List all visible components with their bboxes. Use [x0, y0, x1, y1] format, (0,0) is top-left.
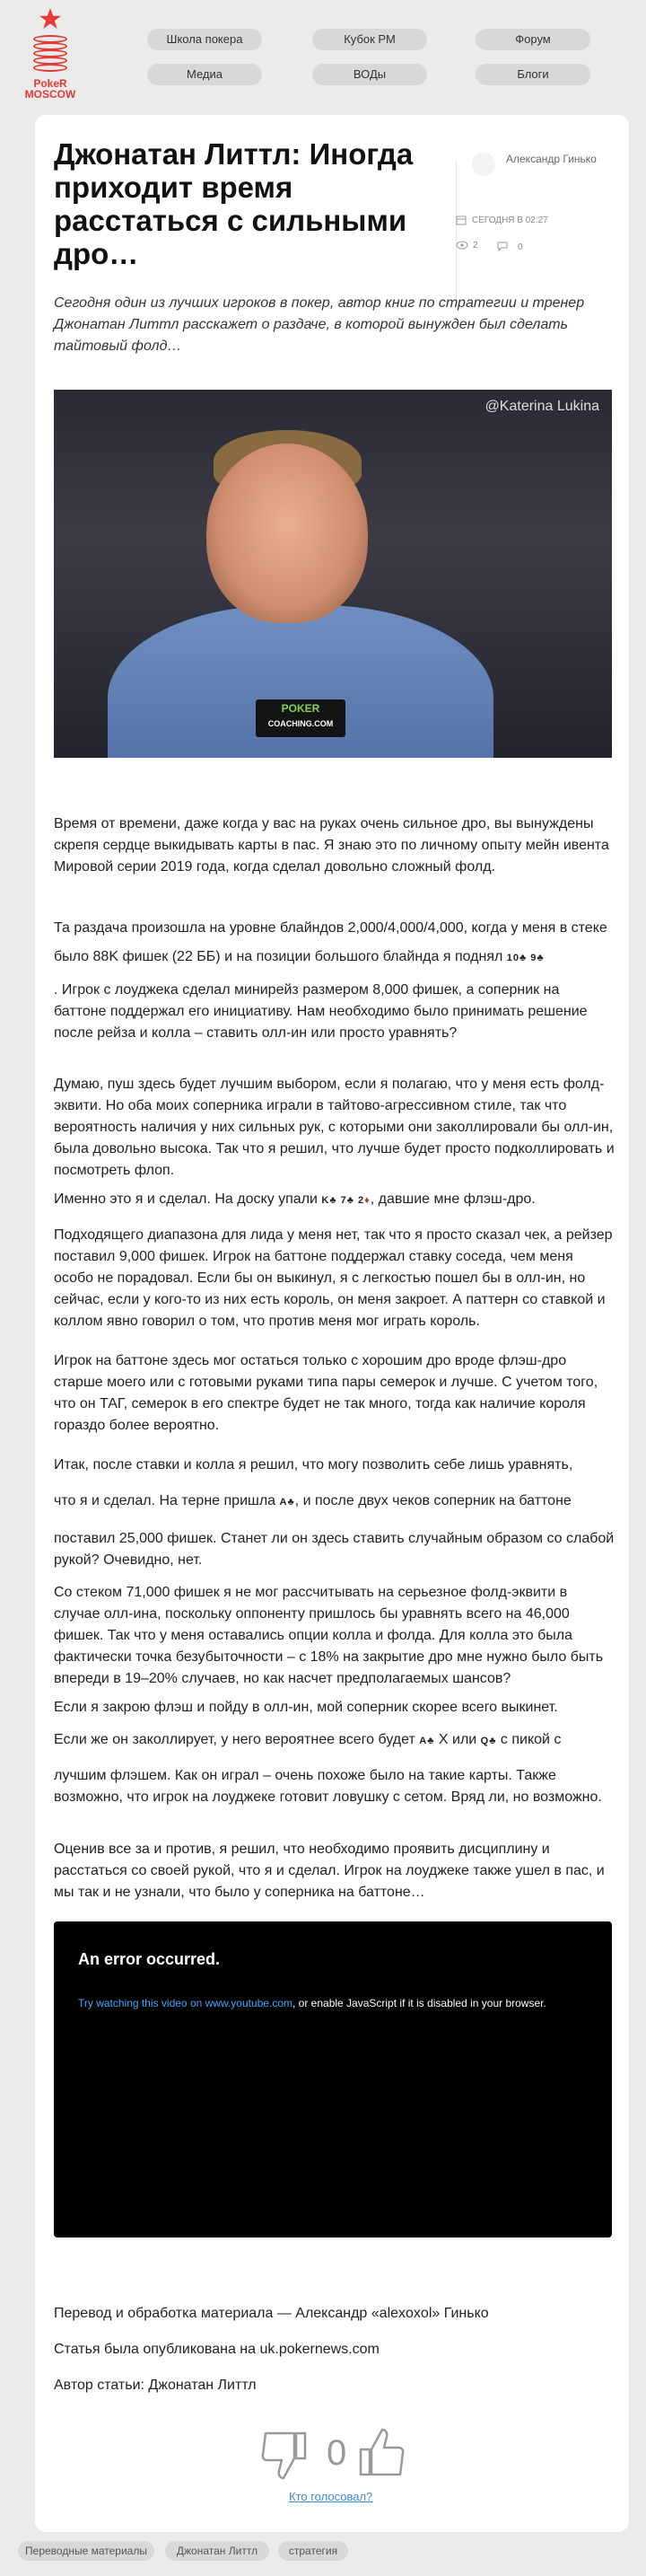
- flop-cards: K♣ 7♣ 2: [321, 1195, 365, 1206]
- comment-icon: [497, 242, 508, 251]
- paragraph-4-text-b: , давшие мне флэш-дро.: [370, 1191, 536, 1207]
- tag-translations[interactable]: Переводные материалы: [18, 2541, 154, 2561]
- article-photo: [54, 390, 612, 758]
- flop-diamond: ♦: [364, 1195, 371, 1206]
- hand-cards: 10♣ 9♣: [506, 953, 545, 963]
- photo-badge-line2: COACHING.COM: [267, 719, 334, 728]
- vote-widget: [260, 2424, 413, 2496]
- comments-count[interactable]: 0: [518, 242, 523, 252]
- author-name[interactable]: Александр Гинько: [506, 153, 597, 165]
- meta-divider: [456, 160, 457, 303]
- paragraph-1: Время от времени, даже когда у вас на руках очень сильное дро, вы вынуждены скрепя сердце выкидывать карты в пас. Я знаю это по личному опыту мейн ивента Мировой серии 2019 года, когда сделал довольно сложный фолд.: [54, 816, 609, 875]
- thumbs-down-icon[interactable]: [260, 2430, 309, 2484]
- paragraph-12-text-a: Если же он заколлирует, у него вероятнее всего будет: [54, 1732, 415, 1747]
- star-icon: [39, 7, 62, 31]
- paragraph-8: [54, 1490, 615, 1513]
- translation-credit: Перевод и обработка материала — Александр «alexoxol» Гинько: [54, 2306, 489, 2321]
- author-credit: Автор статьи: Джонатан Литтл: [54, 2378, 257, 2393]
- nav-media[interactable]: Медиа: [147, 64, 262, 85]
- nav-vods[interactable]: ВОДы: [312, 64, 427, 85]
- author-avatar[interactable]: [472, 153, 495, 176]
- paragraph-11: Если я закрою флэш и пойду в олл-ин, мой соперник скорее всего выкинет.: [54, 1700, 558, 1715]
- article-card: [35, 115, 629, 2532]
- views-count: 2: [473, 241, 478, 251]
- nav-cup[interactable]: Кубок РМ: [312, 29, 427, 50]
- tag-strategy[interactable]: стратегия: [278, 2541, 348, 2561]
- video-embed[interactable]: [54, 1921, 612, 2238]
- youtube-link[interactable]: Try watching this video on www.youtube.com: [78, 1997, 292, 2009]
- eye-icon: [456, 241, 468, 250]
- paragraph-4-text-a: Именно это я и сделал. На доску упали: [54, 1191, 318, 1207]
- logo-text-moscow: MOSCOW: [24, 88, 76, 101]
- paragraph-10: Со стеком 71,000 фишек я не мог рассчитывать на серьезное фолд-эквити в случае олл-ина, поскольку оппоненту пришлось бы уравнять всего на 46,000 фишек. Так что у меня оставались опции колла и фолда. Для колла это была фактически точка безубыточности – с 18% на закрытие дро мне нужно было быть впереди в 19–20% случаев, но как насчет предполагаемых шансов?: [54, 1585, 604, 1686]
- paragraph-14: Оценив все за и против, я решил, что необходимо проявить дисциплину и расстаться со своей рукой, что я и сделал. Игрок на лоуджеке также ушел в пас, и мы так и не узнали, что было у соперника на баттоне…: [54, 1842, 605, 1900]
- paragraph-8-text-a: что я и сделал. На терне пришла: [54, 1493, 276, 1508]
- paragraph-2b: . Игрок с лоуджека сделал минирейз размером 8,000 фишек, а соперник на баттоне поддержал его инициативу. Нам необходимо было принимать решение после рейза и колла – ставить олл-ин или просто уравнять?: [54, 982, 588, 1041]
- paragraph-8-text-b: , и после двух чеков соперник на баттоне: [294, 1493, 572, 1508]
- photo-badge-line1: POKER: [281, 702, 320, 715]
- photo-credit: @Katerina Lukina: [484, 399, 599, 414]
- video-error-title: An error occurred.: [78, 1950, 221, 1968]
- paragraph-5: Подходящего диапазона для лида у меня нет, так что я просто сказал чек, а рейзер поставил 9,000 фишек. Игрок на баттоне поддержал ставку соседа, чем меня особо не порадовал. Если бы он выкинул, я с легкостью пошел бы в олл-ин, но сейчас, если у кого-то из них есть король, он меня закроет. А паттерн со ставкой и коллом явно говорил о том, что против меня мог играть король.: [54, 1227, 613, 1329]
- paragraph-3: Думаю, пуш здесь будет лучшим выбором, если я полагаю, что у меня есть фолд-эквити. Но оба моих соперника играли в тайтово-агрессивном стиле, так что вероятность наличия у них сильных рук, с которыми они заколлировали бы олл-ин, была довольно высока. Так что я решил, что лучше будет просто подколлировать и посмотреть флоп.: [54, 1077, 615, 1178]
- video-hint-rest: , or enable JavaScript if it is disabled in your browser.: [292, 1997, 546, 2009]
- card-ax: A♣: [419, 1736, 435, 1746]
- nav-blogs[interactable]: Блоги: [476, 64, 590, 85]
- nav-school[interactable]: Школа покера: [147, 29, 262, 50]
- photo-face: [206, 444, 368, 623]
- photo-badge: [256, 699, 345, 737]
- nav-forum[interactable]: Форум: [476, 29, 590, 50]
- vote-count: 0: [327, 2433, 347, 2473]
- paragraph-12-text-b: X или: [438, 1732, 477, 1747]
- logo-text-poker: PokeR: [33, 77, 67, 90]
- publish-date: СЕГОДНЯ В 02:27: [472, 215, 548, 225]
- calendar-icon: [456, 215, 467, 225]
- paragraph-2: [54, 914, 615, 972]
- paragraph-6: Игрок на баттоне здесь мог остаться только с хорошим дро вроде флэш-дро старше моего или с готовыми руками типа пары семерок и лучше. С учетом того, что он ТАГ, семерок в его спектре будет не так много, тогда как наличие короля гораздо более вероятно.: [54, 1353, 598, 1433]
- video-error-hint: [78, 1995, 581, 2011]
- tag-jonathan-little[interactable]: Джонатан Литтл: [165, 2541, 269, 2561]
- paragraph-2-text-a: Та раздача произошла на уровне блайндов 2,000/4,000/4,000, когда у меня в стеке было 88K фишек (22 ББ) и на позиции большого блайнда я поднял: [54, 920, 607, 964]
- article-lead: Сегодня один из лучших игроков в покер, автор книг по стратегии и тренер Джонатан Литтл расскажет о раздаче, в которой вынужден был сделать тайтовый фолд…: [54, 295, 585, 354]
- paragraph-13: лучшим флэшем. Как он играл – очень похоже было на такие карты. Также возможно, что игрок на лоуджеке готовит ловушку с сетом. Вряд ли, но возможно.: [54, 1768, 602, 1805]
- who-voted-link[interactable]: Кто голосовал?: [289, 2490, 373, 2503]
- source-credit: Статья была опубликована на uk.pokernews.com: [54, 2342, 380, 2357]
- paragraph-7: Итак, после ставки и колла я решил, что могу позволить себе лишь уравнять,: [54, 1457, 573, 1473]
- logo-rings: [33, 35, 67, 72]
- turn-card: A♣: [279, 1497, 295, 1508]
- paragraph-9: поставил 25,000 фишек. Станет ли он здесь ставить случайным образом со слабой рукой? Очевидно, нет.: [54, 1531, 615, 1568]
- article-title: Джонатан Литтл: Иногда приходит время расстаться с сильными дро…: [54, 137, 414, 270]
- paragraph-4: [54, 1189, 615, 1211]
- paragraph-12: [54, 1729, 615, 1752]
- thumbs-up-icon[interactable]: [357, 2424, 406, 2478]
- paragraph-12-text-c: с пикой с: [500, 1732, 562, 1747]
- site-logo[interactable]: [18, 7, 83, 110]
- card-q: Q♣: [480, 1736, 497, 1746]
